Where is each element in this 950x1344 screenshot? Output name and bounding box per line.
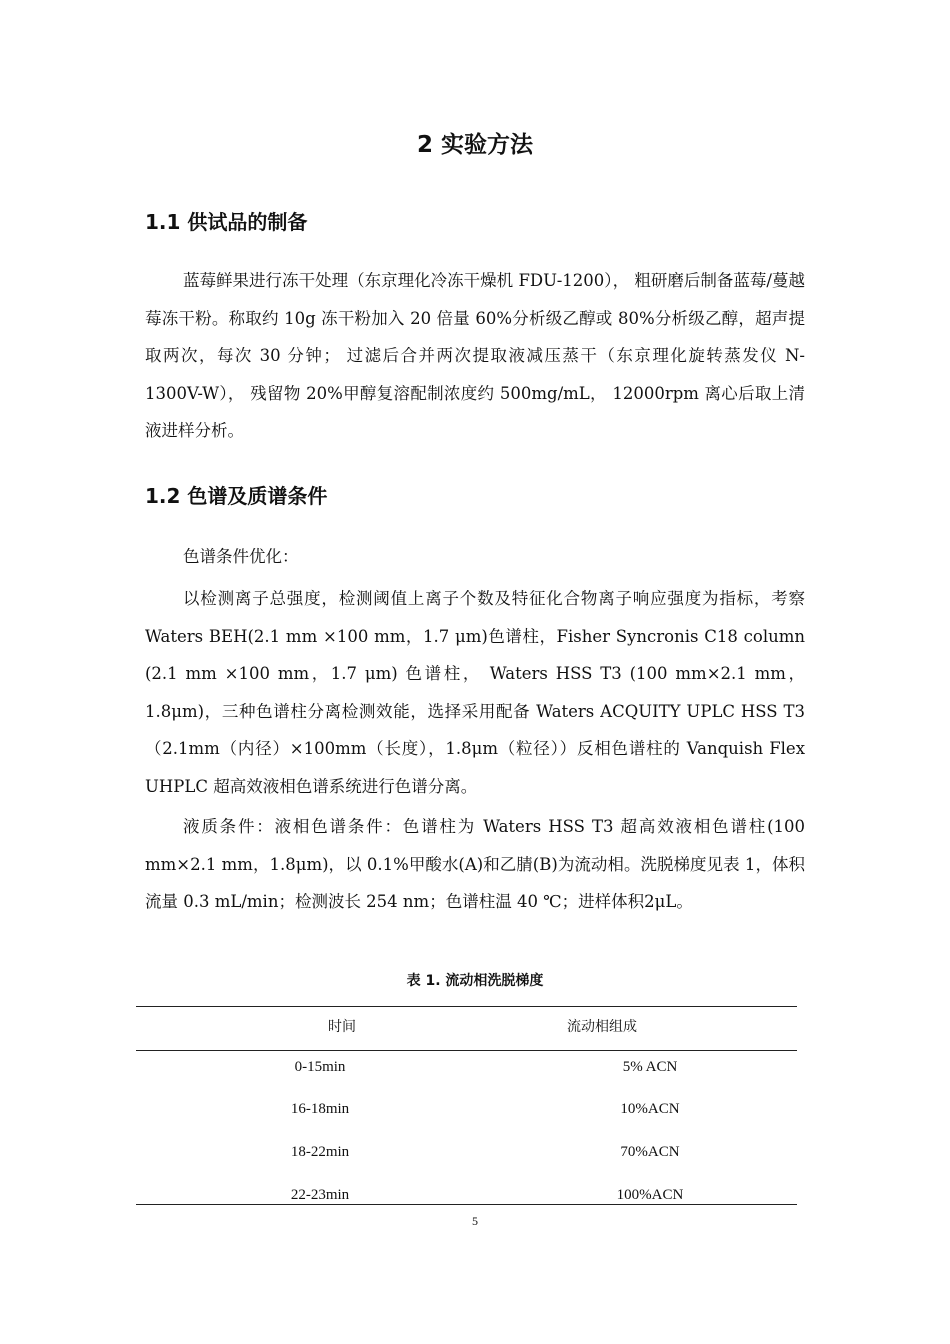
page-number: 5 (472, 1214, 478, 1228)
column-selection-paragraph: 以检测离子总强度，检测阈值上离子个数及特征化合物离子响应强度为指标，考察 Waters BEH(2.1 mm ×100 mm，1.7 μm)色谱柱，Fisher Syncronis C18 column (2.1 mm ×100 mm，1.7 μm) 色谱柱， Waters HSS T3 (100 mm×2.1 mm，1.8μm)，三种色谱柱分离检测效能，选择采用配备 Waters ACQUITY UPLC HSS T3（2.1mm（内径）×100mm（长度），1.8μm（粒径））反相色谱柱的 Vanquish Flex UHPLC 超高效液相色谱系统进行色谱分离。 (145, 589, 805, 796)
table-cell-composition: 5% ACN (622, 1059, 678, 1075)
table-cell-composition: 100%ACN (616, 1187, 684, 1203)
section-heading-1-2: 1.2 色谱及质谱条件 (145, 484, 328, 508)
table-cell-time: 0-15min (294, 1059, 346, 1075)
table-cell-composition: 70%ACN (620, 1144, 680, 1160)
chapter-title: 2 实验方法 (416, 132, 533, 158)
section-heading-1-1: 1.1 供试品的制备 (145, 210, 308, 234)
table-bottom-rule (136, 1204, 797, 1205)
table-header-rule (136, 1050, 797, 1051)
sample-preparation-paragraph: 蓝莓鲜果进行冻干处理（东京理化冷冻干燥机 FDU-1200）， 粗研磨后制备蓝莓/蔓越莓冻干粉。称取约 10g 冻干粉加入 20 倍量 60%分析级乙醇或 80%分析级乙醇，超声提取两次，每次 30 分钟； 过滤后合并两次提取液减压蒸干（东京理化旋转蒸发仪 N-1300V-W）， 残留物 20%甲醇复溶配制浓度约 500mg/mL， 12000rpm 离心后取上清液进样分析。 (145, 271, 805, 440)
table-cell-composition: 10%ACN (620, 1101, 680, 1117)
table-cell-time: 18-22min (290, 1144, 350, 1160)
table-cell-time: 16-18min (290, 1101, 350, 1117)
table-cell-time: 22-23min (290, 1187, 350, 1203)
lcms-conditions-paragraph: 液质条件：液相色谱条件：色谱柱为 Waters HSS T3 超高效液相色谱柱(100 mm×2.1 mm，1.8μm)，以 0.1%甲酸水(A)和乙腈(B)为流动相。洗脱梯度见表 1，体积流量 0.3 mL/min；检测波长 254 nm；色谱柱温 40 ℃；进样体积2μL。 (145, 817, 805, 911)
table-top-rule (136, 1006, 797, 1007)
table-header-time: 时间 (328, 1019, 356, 1035)
table-header-composition: 流动相组成 (567, 1019, 637, 1035)
table-caption: 表 1. 流动相洗脱梯度 (406, 973, 544, 989)
chromatography-optimization-label: 色谱条件优化： (183, 547, 299, 566)
